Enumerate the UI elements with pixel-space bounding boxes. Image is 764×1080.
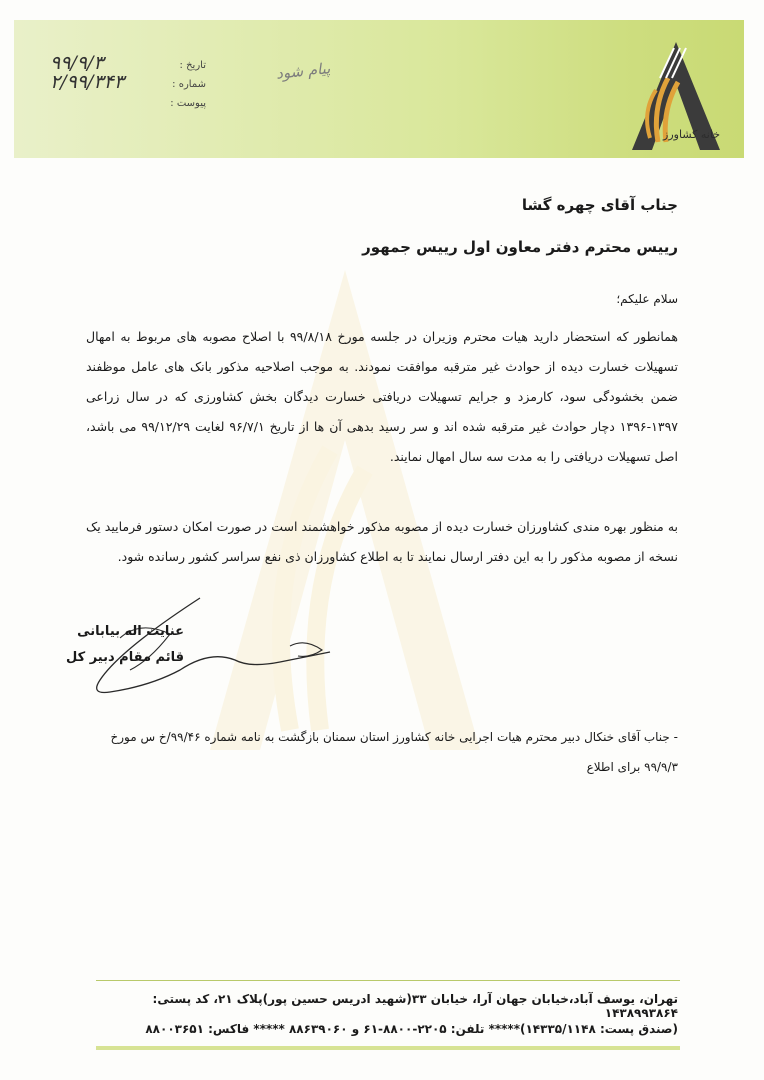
- footer-bar: [96, 1046, 680, 1050]
- recipient-title: رییس محترم دفتر معاون اول رییس جمهور: [362, 238, 678, 256]
- number-label: شماره :: [172, 79, 206, 90]
- footer-contact: (صندق پست: ۱۴۳۳۵/۱۱۴۸)***** تلفن: ۲۲۰۵-۸۸۰۰-۶۱ و ۸۸۶۳۹۰۶۰ ***** فاکس: ۸۸۰۰۳۶۵۱: [145, 1022, 678, 1036]
- date-value: ۹۹/۹/۳: [50, 52, 104, 74]
- letter-meta: [46, 52, 206, 115]
- footer-divider: [96, 980, 680, 981]
- date-label: تاریخ :: [179, 60, 206, 71]
- attachment-row: [46, 96, 206, 115]
- footer-address: تهران، یوسف آباد،خیابان جهان آرا، خیابان ۳۳(شهید ادریس حسین پور)پلاک ۲۱، کد پستی: ۱۴۳۸۹۹۳۸۶۴: [152, 992, 678, 1020]
- cc-line-2: ۹۹/۹/۳ برای اطلاع: [586, 760, 678, 774]
- handwritten-note: پیام شود: [275, 59, 332, 83]
- signer-title: قائم مقام دبیر کل: [66, 650, 184, 665]
- body-paragraph-2: به منظور بهره مندی کشاورزان خسارت دیده از مصوبه مذکور خواهشمند است در صورت امکان دستور فرمایید یک نسخه از مصوبه مذکور را به این دفتر ارسال نمایند تا به اطلاع کشاورزان ذی نفع سراسر کشور رسانده شود.: [86, 519, 678, 564]
- attachment-label: پیوست :: [170, 98, 206, 109]
- letterhead-band: [14, 20, 744, 158]
- logo-caption: خانه کشاورز: [663, 128, 720, 141]
- carbon-copy: [78, 722, 678, 782]
- cc-line-1: - جناب آقای خنکال دبیر محترم هیات اجرایی خانه کشاورز استان سمنان بازگشت به نامه شماره ۹۹/۴۶/خ س مورخ: [110, 730, 678, 744]
- signer-name: عنایت اله بیابانی: [77, 624, 184, 639]
- number-value: ۲/۹۹/۳۴۳: [50, 71, 125, 93]
- recipient-name: جناب آقای چهره گشا: [521, 196, 678, 214]
- greeting: سلام علیکم؛: [616, 292, 678, 306]
- body-paragraph-1: همانطور که استحضار دارید هیات محترم وزیران در جلسه مورخ ۹۹/۸/۱۸ با اصلاح مصوبه های مربوط به امهال تسهیلات خسارت دیده از حوادث غیر مترقبه موافقت نمودند. به موجب اصلاحیه مذکور بانک های عامل موظفند ضمن بخشودگی سود، کارمزد و جرایم تسهیلات دریافتی خسارت دیدگان بخش کشاورزی که در سال زراعی ۱۳۹۷-۱۳۹۶ دچار حوادث غیر مترقبه شده اند و سر رسید بدهی آن ها از تاریخ ۹۶/۷/۱ لغایت ۹۹/۱۲/۲۹ می باشد، اصل تسهیلات دریافتی را به مدت سه سال امهال نمایند.: [86, 329, 679, 464]
- number-row: [46, 71, 206, 96]
